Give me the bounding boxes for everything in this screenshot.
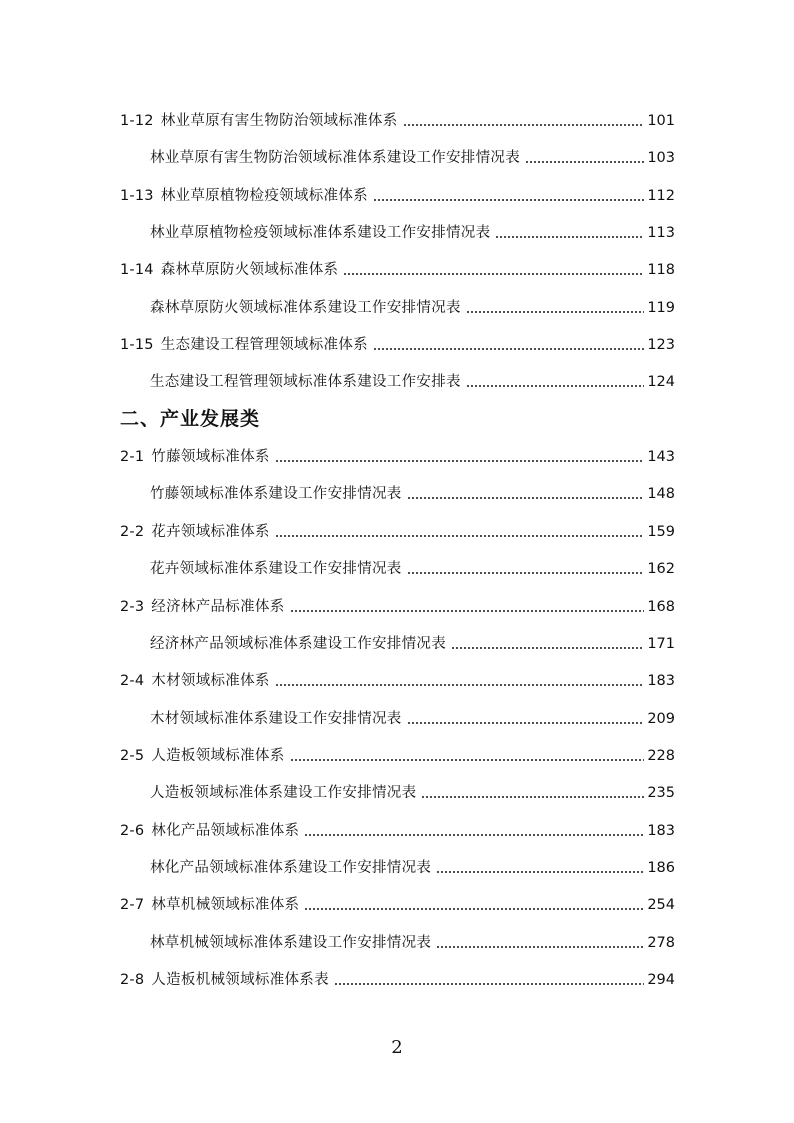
toc-entry-page: 124 [647,374,675,390]
toc-entry-title: 林业草原植物检疫领域标准体系 [160,188,368,204]
toc-entry-title: 竹藤领域标准体系建设工作安排情况表 [150,486,402,502]
toc-entry-2-7[interactable] [120,890,675,914]
dot-leader [466,385,645,387]
toc-entry-title: 人造板机械领域标准体系表 [151,972,329,988]
dot-leader [436,946,644,948]
toc-entry-page: 235 [647,785,675,801]
toc-entry-page: 209 [647,711,675,727]
toc-entry-1-14[interactable] [120,255,675,279]
toc-entry-page: 143 [647,449,675,465]
toc-entry-page: 103 [647,150,675,166]
toc-entry-2-5[interactable] [120,741,675,765]
toc-entry-page: 228 [647,748,675,764]
toc-subentry[interactable] [150,704,675,728]
toc-entry-title: 林业草原植物检疫领域标准体系建设工作安排情况表 [150,225,491,241]
dot-leader [407,572,645,574]
dot-leader [373,348,644,350]
dot-leader [421,796,644,798]
toc-entry-title: 木材领域标准体系建设工作安排情况表 [150,711,402,727]
toc-entry-title: 经济林产品标准体系 [151,599,285,615]
toc-entry-2-6[interactable] [120,816,675,840]
dot-leader [373,199,644,201]
dot-leader [275,535,645,537]
toc-entry-page: 294 [647,972,675,988]
toc-entry-title: 生态建设工程管理领域标准体系建设工作安排表 [150,374,461,390]
toc-entry-page: 171 [647,636,675,652]
toc-entry-page: 123 [647,337,675,353]
dot-leader [290,610,645,612]
toc-entry-title: 竹藤领域标准体系 [151,449,270,465]
toc-entry-page: 183 [647,673,675,689]
toc-entry-number: 2-2 [120,524,145,540]
toc-subentry[interactable] [150,853,675,877]
toc-entry-number: 2-5 [120,748,145,764]
dot-leader [275,684,645,686]
toc-entry-title: 林业草原有害生物防治领域标准体系 [160,113,398,129]
dot-leader [304,908,644,910]
toc-entry-1-13[interactable] [120,181,675,205]
toc-entry-title: 花卉领域标准体系 [151,524,270,540]
dot-leader [403,124,645,126]
toc-subentry[interactable] [150,143,675,167]
toc-entry-title: 林化产品领域标准体系建设工作安排情况表 [150,860,432,876]
dot-leader [451,647,644,649]
toc-entry-title: 林草机械领域标准体系建设工作安排情况表 [150,935,432,951]
toc-entry-title: 经济林产品领域标准体系建设工作安排情况表 [150,636,446,652]
toc-entry-title: 木材领域标准体系 [151,673,270,689]
toc-entry-2-1[interactable] [120,442,675,466]
toc-entry-page: 278 [647,935,675,951]
toc-entry-page: 254 [647,897,675,913]
dot-leader [304,834,644,836]
toc-entry-page: 113 [647,225,675,241]
dot-leader [407,497,645,499]
toc-entry-1-12[interactable] [120,106,675,130]
toc-entry-page: 162 [647,561,675,577]
dot-leader [525,161,644,163]
toc-entry-page: 118 [647,262,675,278]
toc-entry-title: 林业草原有害生物防治领域标准体系建设工作安排情况表 [150,150,520,166]
toc-entry-page: 148 [647,486,675,502]
toc-entry-title: 人造板领域标准体系建设工作安排情况表 [150,785,417,801]
toc-entry-2-8[interactable] [120,965,675,989]
toc-entry-1-15[interactable] [120,330,675,354]
toc-subentry[interactable] [150,293,675,317]
toc-entry-title: 森林草原防火领域标准体系 [160,262,339,278]
section-heading: 二、产业发展类 [120,408,261,430]
toc-entry-page: 119 [647,300,675,316]
dot-leader [343,273,644,275]
dot-leader [495,236,644,238]
toc-subentry[interactable] [150,629,675,653]
toc-entry-number: 1-13 [120,188,154,204]
toc-entry-number: 2-4 [120,673,145,689]
dot-leader [466,311,645,313]
toc-entry-number: 2-7 [120,897,145,913]
toc-entry-page: 186 [647,860,675,876]
toc-entry-2-2[interactable] [120,517,675,541]
dot-leader [334,983,644,985]
toc-entry-title: 人造板领域标准体系 [151,748,285,764]
toc-entry-number: 1-15 [120,337,154,353]
dot-leader [275,460,645,462]
toc-entry-title: 生态建设工程管理领域标准体系 [160,337,368,353]
toc-entry-2-4[interactable] [120,666,675,690]
toc-subentry[interactable] [150,218,675,242]
toc-entry-page: 159 [647,524,675,540]
toc-subentry[interactable] [150,778,675,802]
toc-entry-number: 1-12 [120,113,154,129]
toc-subentry[interactable] [150,554,675,578]
toc-entry-2-3[interactable] [120,592,675,616]
dot-leader [290,759,645,761]
toc-entry-number: 2-6 [120,823,145,839]
toc-entry-page: 183 [647,823,675,839]
toc-entry-number: 2-8 [120,972,145,988]
toc-subentry[interactable] [150,928,675,952]
dot-leader [436,871,644,873]
toc-entry-number: 1-14 [120,262,154,278]
toc-subentry[interactable] [150,367,675,391]
toc-entry-page: 101 [647,113,675,129]
toc-entry-title: 森林草原防火领域标准体系建设工作安排情况表 [150,300,461,316]
toc-entry-title: 林化产品领域标准体系 [151,823,300,839]
toc-entry-page: 168 [647,599,675,615]
toc-entry-number: 2-3 [120,599,145,615]
toc-subentry[interactable] [150,479,675,503]
page-number: 2 [391,1037,403,1058]
toc-entry-title: 林草机械领域标准体系 [151,897,300,913]
toc-entry-number: 2-1 [120,449,145,465]
toc-entry-page: 112 [647,188,675,204]
toc-entry-title: 花卉领域标准体系建设工作安排情况表 [150,561,402,577]
dot-leader [407,722,645,724]
